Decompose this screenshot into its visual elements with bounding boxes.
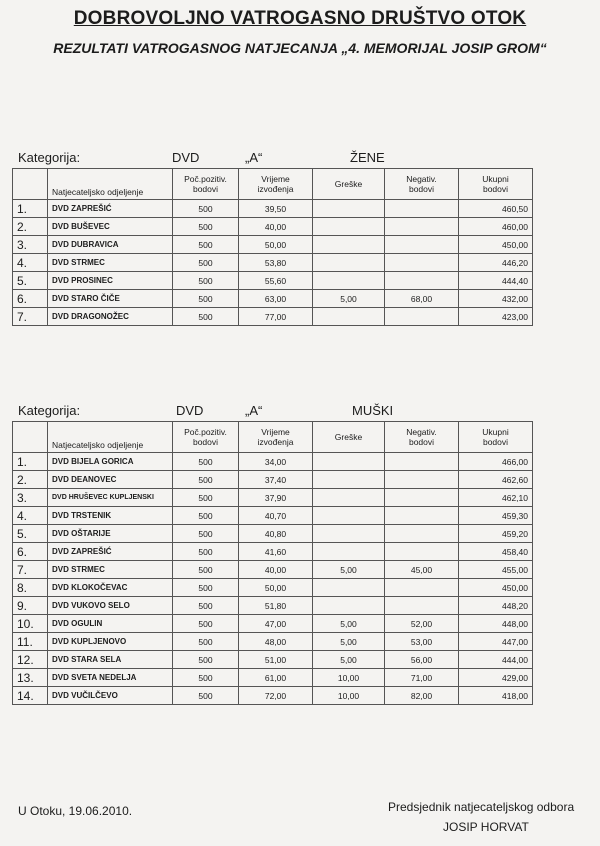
col-start-points-header: Poč.pozitiv. bodovi [173, 169, 239, 200]
document-subtitle: REZULTATI VATROGASNOG NATJECANJA „4. MEMORIJAL JOSIP GROM“ [53, 40, 547, 56]
time-cell: 77,00 [239, 308, 313, 326]
team-cell: DVD DUBRAVICA [48, 236, 173, 254]
negative-points-cell [385, 308, 459, 326]
team-cell: DVD BIJELA GORICA [48, 453, 173, 471]
rank-cell: 4. [13, 254, 48, 272]
table-row [13, 579, 533, 597]
time-cell: 72,00 [239, 687, 313, 705]
start-points-cell: 500 [173, 218, 239, 236]
time-cell: 63,00 [239, 290, 313, 308]
signer-name: JOSIP HORVAT [443, 820, 529, 834]
time-cell: 39,50 [239, 200, 313, 218]
total-points-cell: 418,00 [459, 687, 533, 705]
team-cell: DVD KUPLJENOVO [48, 633, 173, 651]
errors-cell [313, 597, 385, 615]
start-points-cell: 500 [173, 633, 239, 651]
table-row [13, 687, 533, 705]
rank-cell: 11. [13, 633, 48, 651]
men-category-dvd: DVD [176, 403, 204, 418]
negative-points-cell: 68,00 [385, 290, 459, 308]
table-row [13, 561, 533, 579]
time-cell: 41,60 [239, 543, 313, 561]
men-results-table [12, 421, 533, 705]
table-row [13, 453, 533, 471]
total-points-cell: 448,00 [459, 615, 533, 633]
team-cell: DVD STRMEC [48, 561, 173, 579]
women-category-dvd: DVD [172, 150, 200, 165]
rank-cell: 6. [13, 290, 48, 308]
total-points-cell: 455,00 [459, 561, 533, 579]
team-cell: DVD VUČILČEVO [48, 687, 173, 705]
team-cell: DVD HRUŠEVEC KUPLJENSKI [48, 489, 173, 507]
errors-cell: 10,00 [313, 669, 385, 687]
errors-cell [313, 236, 385, 254]
errors-cell: 5,00 [313, 651, 385, 669]
rank-cell: 7. [13, 308, 48, 326]
col-rank-header [13, 422, 48, 453]
time-cell: 37,40 [239, 471, 313, 489]
negative-points-cell [385, 525, 459, 543]
team-cell: DVD OGULIN [48, 615, 173, 633]
total-points-cell: 447,00 [459, 633, 533, 651]
errors-cell [313, 579, 385, 597]
start-points-cell: 500 [173, 561, 239, 579]
start-points-cell: 500 [173, 489, 239, 507]
team-cell: DVD KLOKOČEVAC [48, 579, 173, 597]
col-time-header: Vrijeme izvođenja [239, 169, 313, 200]
total-points-cell: 450,00 [459, 236, 533, 254]
negative-points-cell [385, 453, 459, 471]
errors-cell [313, 489, 385, 507]
negative-points-cell [385, 272, 459, 290]
team-cell: DVD TRSTENIK [48, 507, 173, 525]
errors-cell [313, 453, 385, 471]
rank-cell: 1. [13, 453, 48, 471]
team-cell: DVD STRMEC [48, 254, 173, 272]
rank-cell: 1. [13, 200, 48, 218]
errors-cell: 5,00 [313, 615, 385, 633]
errors-cell: 5,00 [313, 290, 385, 308]
negative-points-cell: 82,00 [385, 687, 459, 705]
total-points-cell: 444,00 [459, 651, 533, 669]
total-points-cell: 460,50 [459, 200, 533, 218]
team-cell: DVD STARA SELA [48, 651, 173, 669]
women-category-label: Kategorija: [18, 150, 81, 165]
errors-cell: 5,00 [313, 633, 385, 651]
total-points-cell: 446,20 [459, 254, 533, 272]
col-errors-header: Greške [313, 422, 385, 453]
start-points-cell: 500 [173, 579, 239, 597]
rank-cell: 12. [13, 651, 48, 669]
negative-points-cell [385, 543, 459, 561]
rank-cell: 3. [13, 236, 48, 254]
start-points-cell: 500 [173, 272, 239, 290]
negative-points-cell [385, 471, 459, 489]
team-cell: DVD ZAPREŠIĆ [48, 200, 173, 218]
start-points-cell: 500 [173, 651, 239, 669]
table-row [13, 471, 533, 489]
table-row [13, 525, 533, 543]
total-points-cell: 462,10 [459, 489, 533, 507]
rank-cell: 13. [13, 669, 48, 687]
rank-cell: 9. [13, 597, 48, 615]
women-category-gender: ŽENE [350, 150, 385, 165]
negative-points-cell [385, 489, 459, 507]
errors-cell [313, 543, 385, 561]
table-row [13, 615, 533, 633]
time-cell: 51,80 [239, 597, 313, 615]
col-rank-header [13, 169, 48, 200]
errors-cell [313, 218, 385, 236]
time-cell: 37,90 [239, 489, 313, 507]
total-points-cell: 423,00 [459, 308, 533, 326]
rank-cell: 6. [13, 543, 48, 561]
team-cell: DVD SVETA NEDELJA [48, 669, 173, 687]
table-row [13, 543, 533, 561]
rank-cell: 3. [13, 489, 48, 507]
errors-cell: 10,00 [313, 687, 385, 705]
total-points-cell: 432,00 [459, 290, 533, 308]
start-points-cell: 500 [173, 453, 239, 471]
total-points-cell: 444,40 [459, 272, 533, 290]
negative-points-cell [385, 254, 459, 272]
table-row [13, 597, 533, 615]
errors-cell [313, 200, 385, 218]
team-cell: DVD OŠTARIJE [48, 525, 173, 543]
time-cell: 51,00 [239, 651, 313, 669]
start-points-cell: 500 [173, 507, 239, 525]
team-cell: DVD VUKOVO SELO [48, 597, 173, 615]
start-points-cell: 500 [173, 687, 239, 705]
time-cell: 50,00 [239, 236, 313, 254]
team-cell: DVD BUŠEVEC [48, 218, 173, 236]
team-cell: DVD PROSINEC [48, 272, 173, 290]
negative-points-cell [385, 507, 459, 525]
time-cell: 34,00 [239, 453, 313, 471]
team-cell: DVD DRAGONOŽEC [48, 308, 173, 326]
time-cell: 53,80 [239, 254, 313, 272]
col-total-header: Ukupni bodovi [459, 169, 533, 200]
signer-title: Predsjednik natjecateljskog odbora [388, 800, 575, 814]
women-results-table [12, 168, 533, 326]
col-team-header: Natjecateljsko odjeljenje [48, 422, 173, 453]
women-category-class: „A“ [245, 150, 263, 165]
total-points-cell: 450,00 [459, 579, 533, 597]
rank-cell: 5. [13, 525, 48, 543]
negative-points-cell [385, 200, 459, 218]
start-points-cell: 500 [173, 669, 239, 687]
errors-cell [313, 471, 385, 489]
start-points-cell: 500 [173, 290, 239, 308]
negative-points-cell: 52,00 [385, 615, 459, 633]
negative-points-cell [385, 597, 459, 615]
negative-points-cell: 71,00 [385, 669, 459, 687]
errors-cell [313, 272, 385, 290]
rank-cell: 5. [13, 272, 48, 290]
total-points-cell: 448,20 [459, 597, 533, 615]
table-row [13, 272, 533, 290]
team-cell: DVD DEANOVEC [48, 471, 173, 489]
table-row [13, 200, 533, 218]
total-points-cell: 458,40 [459, 543, 533, 561]
men-category-gender: MUŠKI [352, 403, 394, 418]
col-negative-points-header: Negativ. bodovi [385, 169, 459, 200]
start-points-cell: 500 [173, 308, 239, 326]
rank-cell: 8. [13, 579, 48, 597]
start-points-cell: 500 [173, 543, 239, 561]
negative-points-cell [385, 236, 459, 254]
errors-cell [313, 254, 385, 272]
total-points-cell: 462,60 [459, 471, 533, 489]
table-row [13, 254, 533, 272]
table-row [13, 507, 533, 525]
col-total-header: Ukupni bodovi [459, 422, 533, 453]
negative-points-cell [385, 579, 459, 597]
rank-cell: 2. [13, 471, 48, 489]
time-cell: 40,00 [239, 561, 313, 579]
rank-cell: 10. [13, 615, 48, 633]
total-points-cell: 459,30 [459, 507, 533, 525]
time-cell: 48,00 [239, 633, 313, 651]
start-points-cell: 500 [173, 254, 239, 272]
start-points-cell: 500 [173, 525, 239, 543]
errors-cell [313, 308, 385, 326]
men-category-label: Kategorija: [18, 403, 81, 418]
start-points-cell: 500 [173, 471, 239, 489]
team-cell: DVD STARO ČIČE [48, 290, 173, 308]
men-category-class: „A“ [245, 403, 263, 418]
time-cell: 40,00 [239, 218, 313, 236]
total-points-cell: 460,00 [459, 218, 533, 236]
negative-points-cell: 45,00 [385, 561, 459, 579]
table-row [13, 633, 533, 651]
start-points-cell: 500 [173, 597, 239, 615]
time-cell: 40,70 [239, 507, 313, 525]
col-negative-points-header: Negativ. bodovi [385, 422, 459, 453]
document-title: DOBROVOLJNO VATROGASNO DRUŠTVO OTOK [73, 8, 527, 29]
table-row [13, 236, 533, 254]
total-points-cell: 466,00 [459, 453, 533, 471]
rank-cell: 14. [13, 687, 48, 705]
table-header-row [13, 169, 533, 200]
time-cell: 61,00 [239, 669, 313, 687]
errors-cell [313, 525, 385, 543]
table-row [13, 669, 533, 687]
rank-cell: 2. [13, 218, 48, 236]
time-cell: 40,80 [239, 525, 313, 543]
negative-points-cell: 53,00 [385, 633, 459, 651]
col-start-points-header: Poč.pozitiv. bodovi [173, 422, 239, 453]
table-row [13, 651, 533, 669]
place-date: U Otoku, 19.06.2010. [18, 804, 133, 818]
time-cell: 50,00 [239, 579, 313, 597]
col-team-header: Natjecateljsko odjeljenje [48, 169, 173, 200]
table-row [13, 218, 533, 236]
col-errors-header: Greške [313, 169, 385, 200]
rank-cell: 4. [13, 507, 48, 525]
time-cell: 47,00 [239, 615, 313, 633]
total-points-cell: 459,20 [459, 525, 533, 543]
start-points-cell: 500 [173, 236, 239, 254]
table-row [13, 489, 533, 507]
table-row [13, 290, 533, 308]
col-time-header: Vrijeme izvođenja [239, 422, 313, 453]
negative-points-cell: 56,00 [385, 651, 459, 669]
start-points-cell: 500 [173, 615, 239, 633]
time-cell: 55,60 [239, 272, 313, 290]
table-row [13, 308, 533, 326]
table-header-row [13, 422, 533, 453]
errors-cell: 5,00 [313, 561, 385, 579]
start-points-cell: 500 [173, 200, 239, 218]
negative-points-cell [385, 218, 459, 236]
rank-cell: 7. [13, 561, 48, 579]
team-cell: DVD ZAPREŠIĆ [48, 543, 173, 561]
total-points-cell: 429,00 [459, 669, 533, 687]
errors-cell [313, 507, 385, 525]
